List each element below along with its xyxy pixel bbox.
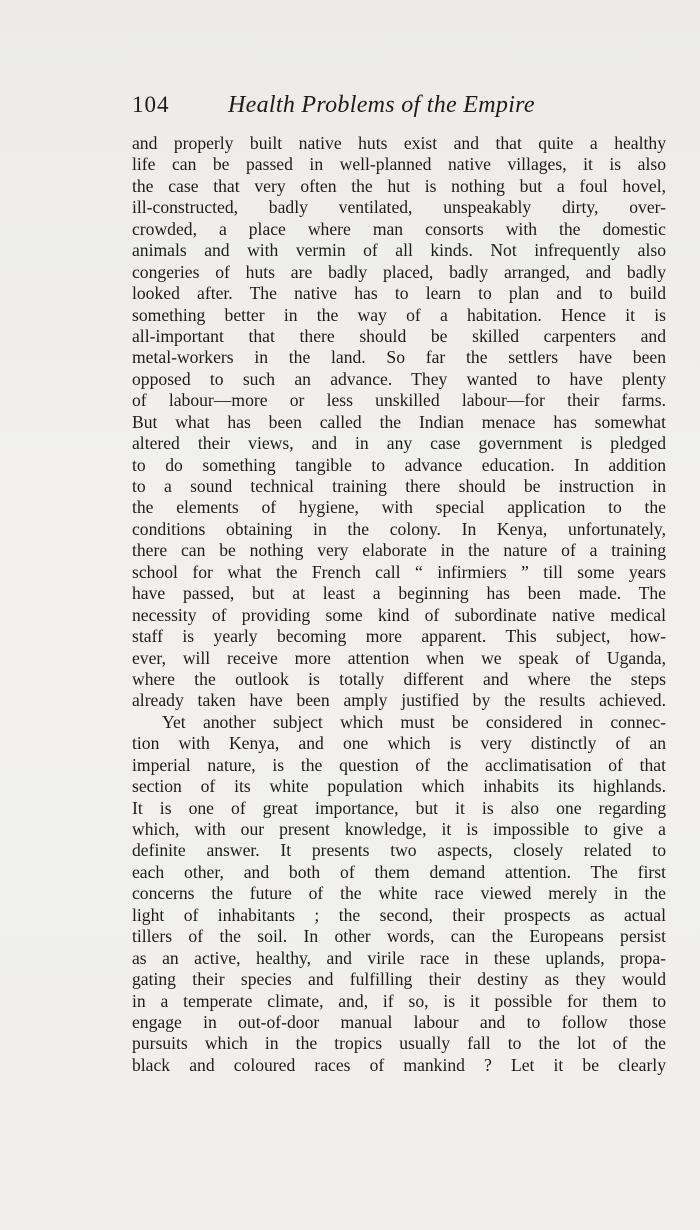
text-line: metal-workers in the land. So far the settlers have been: [132, 347, 666, 368]
text-line: altered their views, and in any case government is pledged: [132, 433, 666, 454]
body-text: [132, 133, 666, 1076]
text-line: life can be passed in well-planned native villages, it is also: [132, 154, 666, 175]
text-line: and properly built native huts exist and that quite a healthy: [132, 133, 666, 153]
text-line: conditions obtaining in the colony. In Kenya, unfortunately,: [132, 518, 666, 539]
text-line: concerns the future of the white race viewed merely in the: [132, 883, 666, 904]
text-line: ever, will receive more attention when we speak of Uganda,: [132, 647, 666, 668]
text-line: crowded, a place where man consorts with the domestic: [132, 218, 666, 239]
text-line: But what has been called the Indian menace has somewhat: [132, 411, 666, 432]
text-line: each other, and both of them demand attention. The first: [132, 861, 666, 882]
text-line: animals and with vermin of all kinds. Not infrequently also: [132, 240, 666, 261]
text-line: light of inhabitants ; the second, their prospects as actual: [132, 904, 666, 925]
text-line: already taken have been amply justified by the results achieved.: [132, 690, 666, 711]
text-line: the elements of hygiene, with special application to the: [132, 497, 666, 518]
text-line: to a sound technical training there should be instruction in: [132, 476, 666, 496]
text-line: looked after. The native has to learn to plan and to build: [132, 283, 666, 304]
text-line: which, with our present knowledge, it is impossible to give a: [132, 819, 666, 839]
text-line: gating their species and fulfilling their destiny as they would: [132, 969, 666, 990]
text-line: tillers of the soil. In other words, can the Europeans persist: [132, 926, 666, 947]
text-line: staff is yearly becoming more apparent. This subject, how-: [132, 626, 666, 647]
text-line: all-important that there should be skilled carpenters and: [132, 325, 666, 346]
text-line: It is one of great importance, but it is also one regarding: [132, 797, 666, 818]
text-line: imperial nature, is the question of the acclimatisation of that: [132, 754, 666, 775]
page-header: [132, 92, 672, 124]
text-line: Yet another subject which must be considered in connec-: [162, 711, 666, 732]
text-line: where the outlook is totally different and where the steps: [132, 668, 666, 689]
text-line: engage in out-of-door manual labour and to follow those: [132, 1011, 666, 1032]
running-title: Health Problems of the Empire: [228, 92, 535, 118]
text-line: ill-constructed, badly ventilated, unspeakably dirty, over-: [132, 197, 666, 218]
text-line: as an active, healthy, and virile race in these uplands, propa-: [132, 947, 666, 968]
text-line: the case that very often the hut is nothing but a foul hovel,: [132, 175, 666, 196]
text-line: have passed, but at least a beginning has been made. The: [132, 583, 666, 604]
text-line: tion with Kenya, and one which is very distinctly of an: [132, 733, 666, 754]
text-line: in a temperate climate, and, if so, is it possible for them to: [132, 990, 666, 1011]
text-line: congeries of huts are badly placed, badly arranged, and badly: [132, 261, 666, 282]
text-line: of labour—more or less unskilled labour—for their farms.: [132, 390, 666, 411]
text-line: opposed to such an advance. They wanted to have plenty: [132, 368, 666, 389]
text-line: definite answer. It presents two aspects, closely related to: [132, 840, 666, 861]
text-line: section of its white population which inhabits its highlands.: [132, 776, 666, 797]
text-line: school for what the French call “ infirmiers ” till some years: [132, 561, 666, 582]
text-line: black and coloured races of mankind ? Let it be clearly: [132, 1054, 666, 1075]
text-line: pursuits which in the tropics usually fall to the lot of the: [132, 1033, 666, 1054]
text-line: necessity of providing some kind of subordinate native medical: [132, 604, 666, 625]
page-number: 104: [132, 92, 170, 117]
text-line: something better in the way of a habitation. Hence it is: [132, 304, 666, 325]
text-line: there can be nothing very elaborate in the nature of a training: [132, 540, 666, 561]
text-line: to do something tangible to advance education. In addition: [132, 454, 666, 475]
